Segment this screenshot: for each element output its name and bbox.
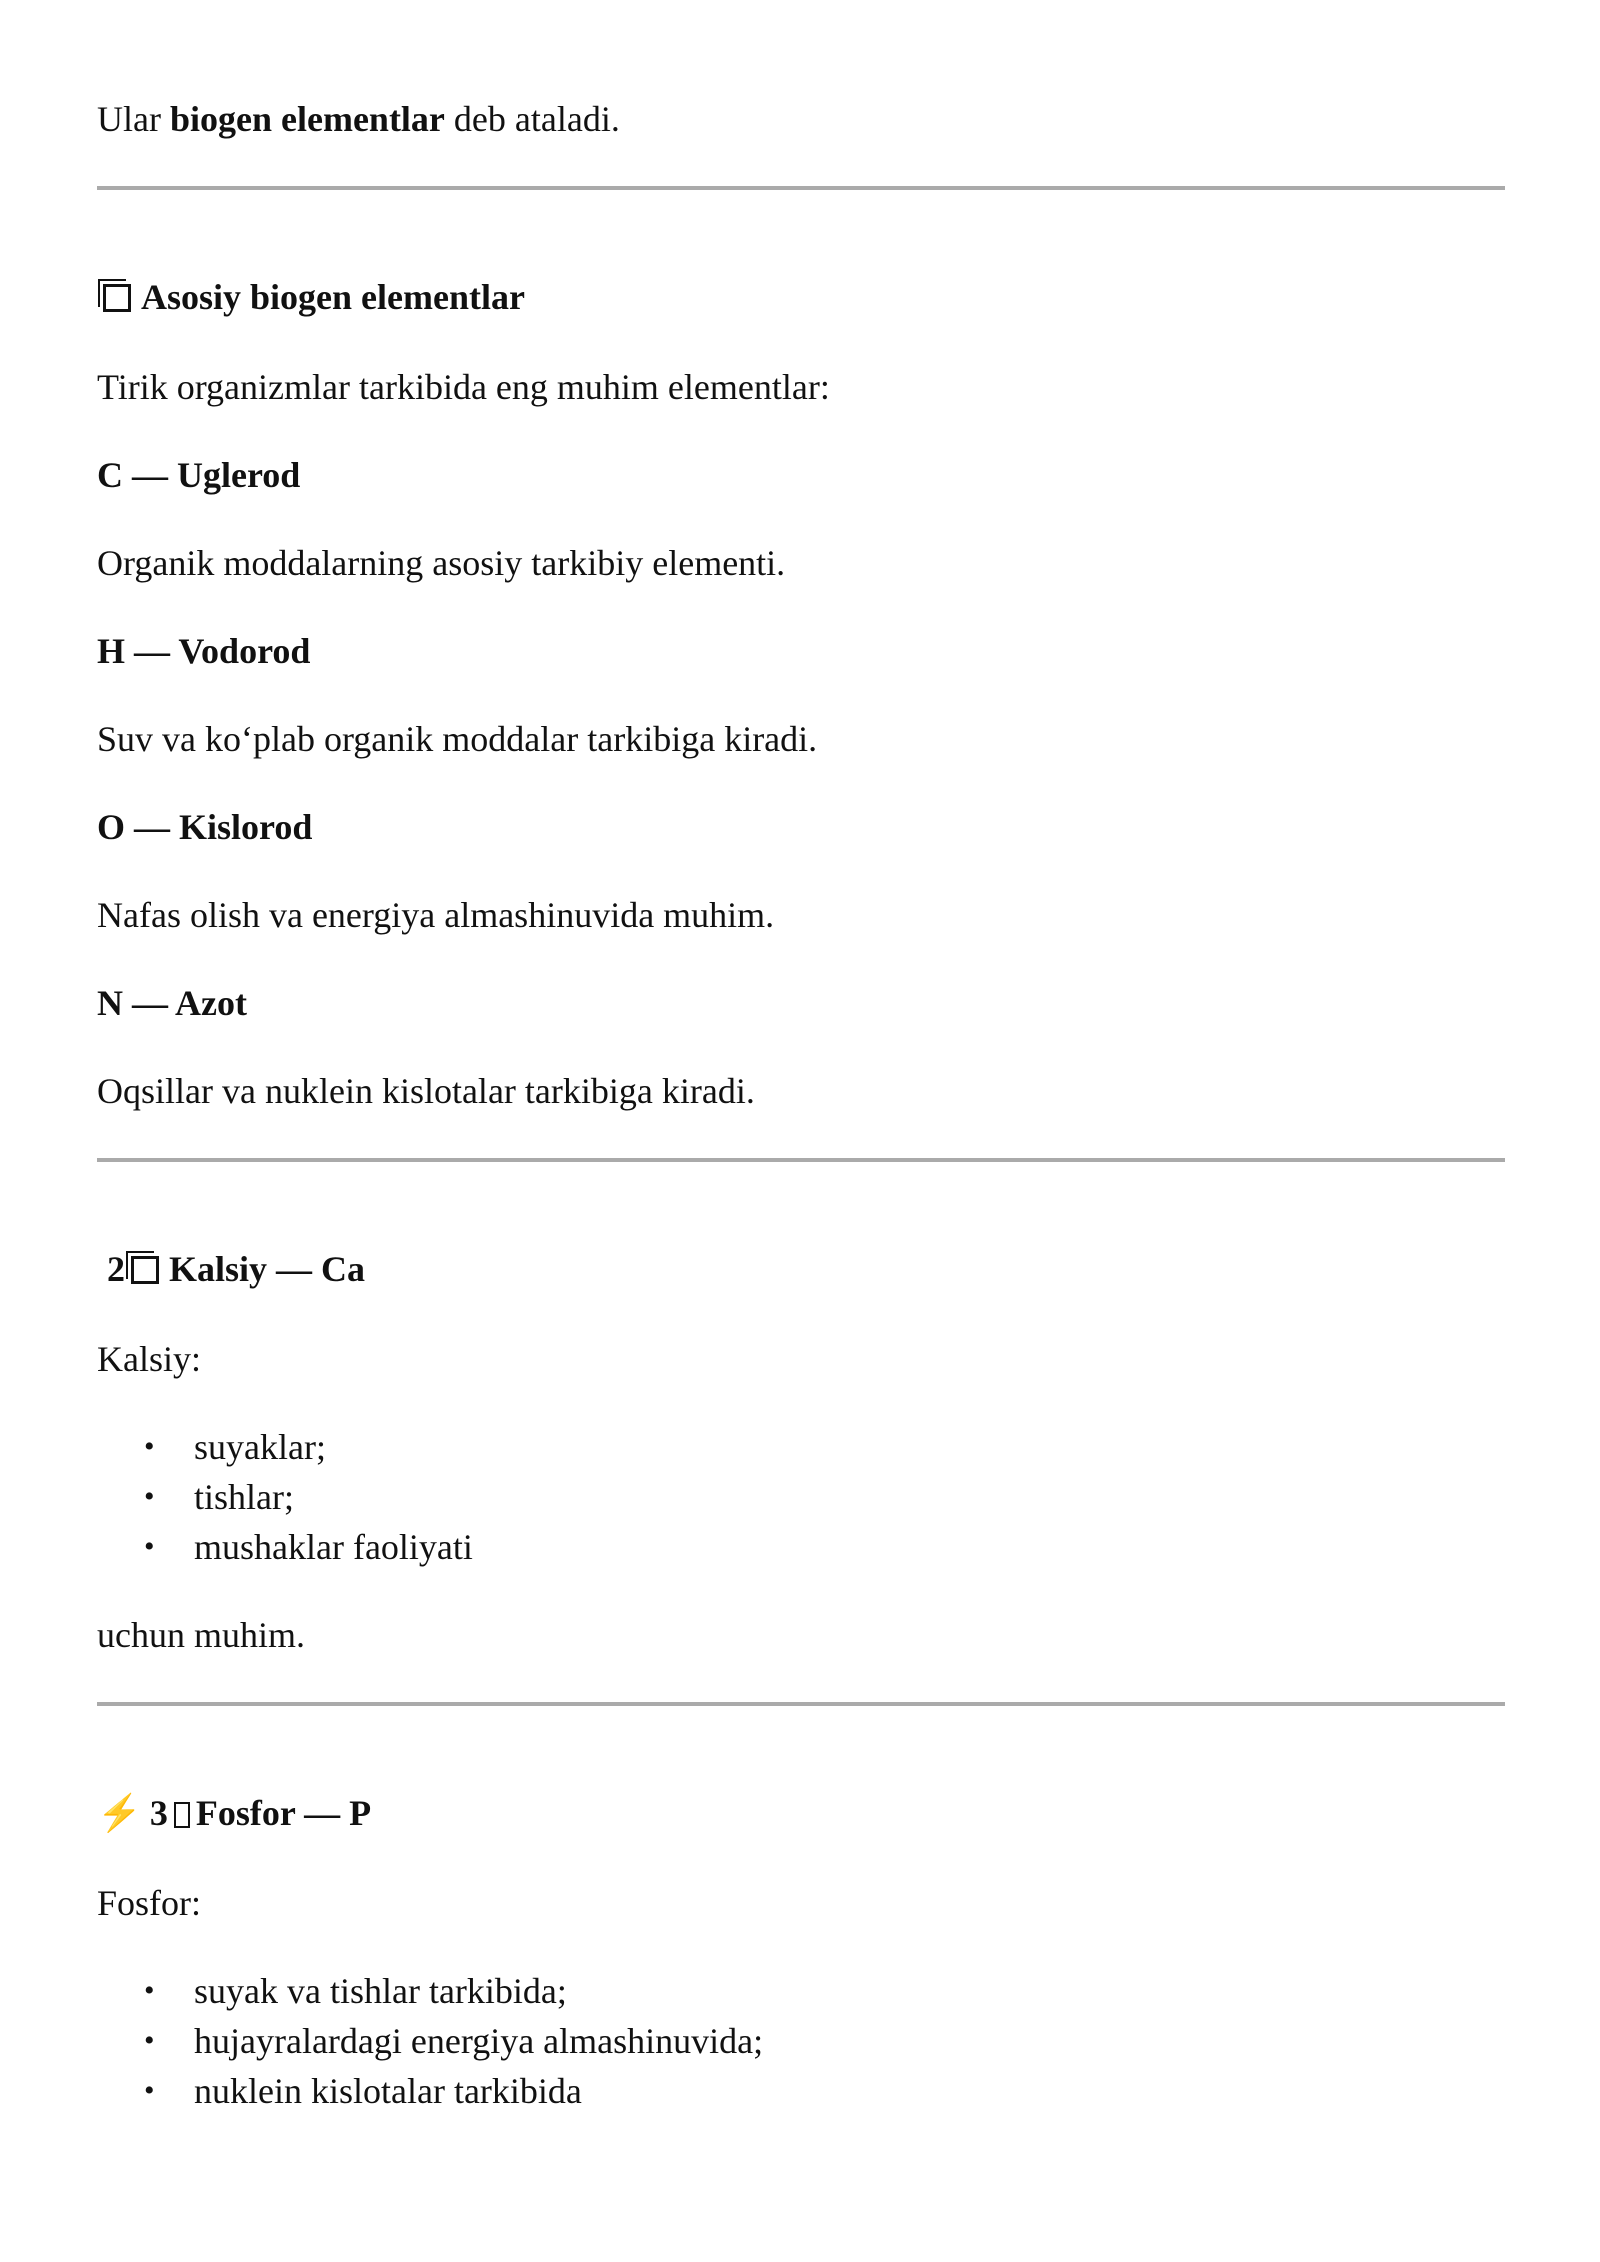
list-item: • suyak va tishlar tarkibida; — [97, 1966, 1505, 2016]
section-heading-calcium — [97, 1244, 1505, 1294]
phosphorus-list — [97, 1966, 1505, 2116]
closing-text: uchun muhim. — [97, 1615, 305, 1655]
section-heading-main — [97, 272, 1505, 322]
element-name — [97, 626, 1505, 676]
list-item: • tishlar; — [97, 1472, 1505, 1522]
section-lead: Kalsiy: — [97, 1339, 201, 1379]
book-icon — [103, 284, 131, 312]
divider — [97, 186, 1505, 190]
element-name-label: O — Kislorod — [97, 807, 313, 847]
section-number: 2 — [107, 1249, 125, 1289]
divider — [97, 1702, 1505, 1706]
calcium-list — [97, 1422, 1505, 1572]
element-name-label: N — Azot — [97, 983, 247, 1023]
element-name — [97, 978, 1505, 1028]
divider — [97, 1158, 1505, 1162]
section-lead: Tirik organizmlar tarkibida eng muhim elementlar: — [97, 367, 830, 407]
element-name-label: H — Vodorod — [97, 631, 311, 671]
book-icon — [131, 1256, 159, 1284]
document-body — [97, 94, 1505, 2116]
missing-glyph-icon — [174, 1802, 190, 1828]
element-description: Oqsillar va nuklein kislotalar tarkibiga kiradi. — [97, 1071, 755, 1111]
intro-prefix: Ular — [97, 99, 170, 139]
intro-bold-term: biogen elementlar — [169, 99, 445, 139]
element-description: Nafas olish va energiya almashinuvida muhim. — [97, 895, 775, 935]
element-name — [97, 450, 1505, 500]
list-item: • mushaklar faoliyati — [97, 1522, 1505, 1572]
section-lead: Fosfor: — [97, 1883, 202, 1923]
intro-paragraph — [97, 94, 1505, 144]
list-item: • suyaklar; — [97, 1422, 1505, 1472]
section-title: Kalsiy — Ca — [169, 1249, 366, 1289]
section-title: Asosiy biogen elementlar — [141, 277, 525, 317]
section-number: 3 — [149, 1793, 168, 1833]
section-title: Fosfor — P — [195, 1793, 372, 1833]
list-item: • nuklein kislotalar tarkibida — [97, 2066, 1505, 2116]
element-name — [97, 802, 1505, 852]
intro-suffix: deb ataladi. — [444, 99, 620, 139]
list-item: • hujayralardagi energiya almashinuvida; — [97, 2016, 1505, 2066]
lightning-icon: ⚡ — [97, 1793, 142, 1833]
element-description: Suv va ko‘plab organik moddalar tarkibiga kiradi. — [97, 719, 818, 759]
section-heading-phosphorus — [97, 1788, 1505, 1838]
element-name-label: C — Uglerod — [97, 455, 301, 495]
element-description: Organik moddalarning asosiy tarkibiy elementi. — [97, 543, 786, 583]
